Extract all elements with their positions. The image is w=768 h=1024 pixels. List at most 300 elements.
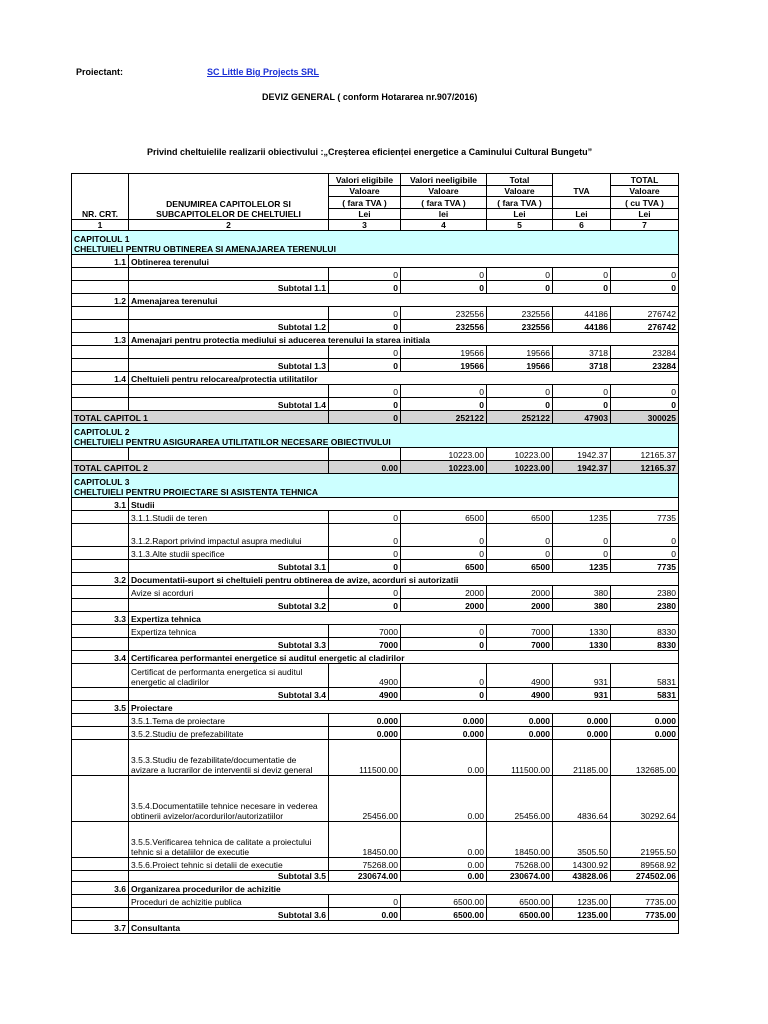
total-with-tva: 8330 bbox=[611, 638, 679, 651]
row-label: Subtotal 1.3 bbox=[129, 359, 329, 372]
section-row bbox=[72, 921, 679, 934]
section-number: 3.4 bbox=[72, 651, 129, 664]
row-label: 3.5.5.Verificarea tehnica de calitate a proiectului tehnic si a detaliilor de executie bbox=[129, 822, 329, 858]
col-header-c7: TOTAL bbox=[611, 174, 679, 186]
subtotal-row bbox=[72, 599, 679, 612]
nr-cell bbox=[72, 448, 129, 461]
tva-value: 3718 bbox=[553, 359, 611, 372]
total-with-tva: 7735.00 bbox=[611, 908, 679, 921]
eligible-value: 0 bbox=[329, 599, 401, 612]
total-value: 0 bbox=[487, 385, 553, 398]
non-eligible-value: 0 bbox=[401, 664, 487, 688]
row-label: Subtotal 3.1 bbox=[129, 560, 329, 573]
non-eligible-value: 6500.00 bbox=[401, 908, 487, 921]
total-with-tva: 0.000 bbox=[611, 727, 679, 740]
total-value: 19566 bbox=[487, 346, 553, 359]
col-header-c5-unit: Lei bbox=[487, 209, 553, 220]
item-row bbox=[72, 511, 679, 524]
column-number-row bbox=[72, 220, 679, 231]
eligible-value: 0 bbox=[329, 346, 401, 359]
tva-value: 43828.06 bbox=[553, 871, 611, 882]
total-with-tva: 0 bbox=[611, 547, 679, 560]
subtotal-row bbox=[72, 688, 679, 701]
nr-cell bbox=[72, 346, 129, 359]
item-row bbox=[72, 524, 679, 547]
subtotal-row bbox=[72, 908, 679, 921]
non-eligible-value: 2000 bbox=[401, 586, 487, 599]
row-label: 3.5.2.Studiu de prefezabilitate bbox=[129, 727, 329, 740]
chapter-name: CHELTUIELI PENTRU PROIECTARE SI ASISTENTA TEHNICA bbox=[74, 487, 318, 497]
document-subtitle: Privind cheltuielile realizarii obiectivului :„Creșterea eficienței energetice a Caminului Cultural Bungetu” bbox=[147, 147, 593, 157]
total-with-tva: 5831 bbox=[611, 664, 679, 688]
section-row bbox=[72, 294, 679, 307]
total-with-tva: 12165.37 bbox=[611, 448, 679, 461]
col-header-c3-note: ( fara TVA ) bbox=[329, 197, 401, 209]
nr-cell bbox=[72, 858, 129, 871]
col-num: 6 bbox=[553, 220, 611, 231]
row-label: Subtotal 1.1 bbox=[129, 281, 329, 294]
total-value: 0 bbox=[487, 281, 553, 294]
total-value: 10223.00 bbox=[487, 461, 553, 474]
tva-value: 44186 bbox=[553, 320, 611, 333]
item-row bbox=[72, 822, 679, 858]
item-row bbox=[72, 586, 679, 599]
non-eligible-value: 0 bbox=[401, 625, 487, 638]
tva-value: 3718 bbox=[553, 346, 611, 359]
section-title: Proiectare bbox=[129, 701, 679, 714]
chapter-title bbox=[72, 424, 679, 448]
tva-value: 1942.37 bbox=[553, 448, 611, 461]
col-header-c4-unit: lei bbox=[401, 209, 487, 220]
eligible-value: 7000 bbox=[329, 638, 401, 651]
item-row bbox=[72, 858, 679, 871]
chapter-title bbox=[72, 474, 679, 498]
budget-table bbox=[71, 173, 679, 934]
total-value: 232556 bbox=[487, 320, 553, 333]
col-num: 2 bbox=[129, 220, 329, 231]
tva-value: 0 bbox=[553, 268, 611, 281]
non-eligible-value: 6500 bbox=[401, 560, 487, 573]
total-with-tva: 132685.00 bbox=[611, 740, 679, 776]
chapter-number: CAPITOLUL 2 bbox=[74, 427, 130, 437]
nr-cell bbox=[72, 560, 129, 573]
chapter-total-row bbox=[72, 461, 679, 474]
nr-cell bbox=[72, 547, 129, 560]
total-with-tva: 23284 bbox=[611, 346, 679, 359]
total-value: 6500 bbox=[487, 560, 553, 573]
total-with-tva: 30292.64 bbox=[611, 776, 679, 822]
eligible-value bbox=[329, 448, 401, 461]
chapter-header-row bbox=[72, 424, 679, 448]
tva-value: 47903 bbox=[553, 411, 611, 424]
subtotal-row bbox=[72, 359, 679, 372]
nr-cell bbox=[72, 776, 129, 822]
nr-cell bbox=[72, 714, 129, 727]
col-header-tva: TVA bbox=[553, 174, 611, 197]
total-value: 75268.00 bbox=[487, 858, 553, 871]
row-label: 3.1.1.Studii de teren bbox=[129, 511, 329, 524]
row-label: 3.1.3.Alte studii specifice bbox=[129, 547, 329, 560]
section-number: 1.2 bbox=[72, 294, 129, 307]
nr-cell bbox=[72, 871, 129, 882]
tva-value: 931 bbox=[553, 664, 611, 688]
chapter-header-row bbox=[72, 474, 679, 498]
nr-cell bbox=[72, 586, 129, 599]
row-label: 3.5.1.Tema de proiectare bbox=[129, 714, 329, 727]
nr-cell bbox=[72, 895, 129, 908]
non-eligible-value: 0 bbox=[401, 547, 487, 560]
col-num: 5 bbox=[487, 220, 553, 231]
total-value: 230674.00 bbox=[487, 871, 553, 882]
eligible-value: 0 bbox=[329, 560, 401, 573]
total-value: 19566 bbox=[487, 359, 553, 372]
tva-value: 1330 bbox=[553, 625, 611, 638]
nr-cell bbox=[72, 727, 129, 740]
row-label: Subtotal 3.3 bbox=[129, 638, 329, 651]
total-with-tva: 7735 bbox=[611, 511, 679, 524]
section-title: Documentatii-suport si cheltuieli pentru obtinerea de avize, acorduri si autorizatii bbox=[129, 573, 679, 586]
nr-cell bbox=[72, 599, 129, 612]
chapter-name: CHELTUIELI PENTRU ASIGURAREA UTILITATILOR NECESARE OBIECTIVULUI bbox=[74, 437, 391, 447]
total-with-tva: 12165.37 bbox=[611, 461, 679, 474]
chapter-name: CHELTUIELI PENTRU OBTINEREA SI AMENAJAREA TERENULUI bbox=[74, 244, 336, 254]
eligible-value: 18450.00 bbox=[329, 822, 401, 858]
row-label: 3.5.3.Studiu de fezabilitate/documentatie de avizare a lucrarilor de interventii si deviz general bbox=[129, 740, 329, 776]
total-with-tva: 2380 bbox=[611, 586, 679, 599]
tva-value: 1330 bbox=[553, 638, 611, 651]
non-eligible-value: 232556 bbox=[401, 320, 487, 333]
total-with-tva: 276742 bbox=[611, 307, 679, 320]
col-header-c5-note: ( fara TVA ) bbox=[487, 197, 553, 209]
nr-cell bbox=[72, 908, 129, 921]
row-label bbox=[129, 268, 329, 281]
row-label bbox=[129, 346, 329, 359]
eligible-value: 0 bbox=[329, 547, 401, 560]
total-with-tva: 300025 bbox=[611, 411, 679, 424]
non-eligible-value: 0.00 bbox=[401, 871, 487, 882]
total-value: 2000 bbox=[487, 599, 553, 612]
eligible-value: 0 bbox=[329, 398, 401, 411]
col-header-c5: Total bbox=[487, 174, 553, 186]
non-eligible-value: 6500 bbox=[401, 511, 487, 524]
nr-cell bbox=[72, 320, 129, 333]
tva-value: 44186 bbox=[553, 307, 611, 320]
company-link[interactable]: SC Little Big Projects SRL bbox=[207, 67, 320, 77]
nr-cell bbox=[72, 740, 129, 776]
subtotal-row bbox=[72, 320, 679, 333]
total-with-tva: 5831 bbox=[611, 688, 679, 701]
total-with-tva: 21955.50 bbox=[611, 822, 679, 858]
section-title: Cheltuieli pentru relocarea/protectia utilitatilor bbox=[129, 372, 679, 385]
section-title: Amenajarea terenului bbox=[129, 294, 679, 307]
tva-value: 380 bbox=[553, 586, 611, 599]
total-with-tva: 8330 bbox=[611, 625, 679, 638]
total-with-tva: 2380 bbox=[611, 599, 679, 612]
tva-value: 14300.92 bbox=[553, 858, 611, 871]
chapter-title bbox=[72, 231, 679, 255]
tva-value: 1942.37 bbox=[553, 461, 611, 474]
total-with-tva: 276742 bbox=[611, 320, 679, 333]
col-header-tva-unit: Lei bbox=[553, 209, 611, 220]
row-label: Expertiza tehnica bbox=[129, 625, 329, 638]
row-label: Avize si acorduri bbox=[129, 586, 329, 599]
non-eligible-value: 19566 bbox=[401, 359, 487, 372]
eligible-value: 230674.00 bbox=[329, 871, 401, 882]
item-row bbox=[72, 714, 679, 727]
row-label: 3.1.2.Raport privind impactul asupra mediului bbox=[129, 524, 329, 547]
section-row bbox=[72, 651, 679, 664]
non-eligible-value: 252122 bbox=[401, 411, 487, 424]
non-eligible-value: 232556 bbox=[401, 307, 487, 320]
tva-value: 0 bbox=[553, 281, 611, 294]
row-label: Subtotal 3.6 bbox=[129, 908, 329, 921]
total-with-tva: 7735 bbox=[611, 560, 679, 573]
row-label: TOTAL CAPITOL 2 bbox=[72, 461, 329, 474]
eligible-value: 25456.00 bbox=[329, 776, 401, 822]
item-row bbox=[72, 547, 679, 560]
eligible-value: 0 bbox=[329, 385, 401, 398]
row-label: Certificat de performanta energetica si auditul energetic al cladirilor bbox=[129, 664, 329, 688]
section-number: 1.1 bbox=[72, 255, 129, 268]
chapter-total-row bbox=[72, 411, 679, 424]
nr-cell bbox=[72, 688, 129, 701]
non-eligible-value: 0.000 bbox=[401, 714, 487, 727]
non-eligible-value: 0.00 bbox=[401, 858, 487, 871]
total-with-tva: 7735.00 bbox=[611, 895, 679, 908]
non-eligible-value: 0 bbox=[401, 524, 487, 547]
eligible-value: 111500.00 bbox=[329, 740, 401, 776]
nr-cell bbox=[72, 268, 129, 281]
tva-value: 1235.00 bbox=[553, 895, 611, 908]
eligible-value: 0.000 bbox=[329, 714, 401, 727]
tva-value: 380 bbox=[553, 599, 611, 612]
nr-cell bbox=[72, 398, 129, 411]
section-row bbox=[72, 372, 679, 385]
document-title: DEVIZ GENERAL ( conform Hotararea nr.907/2016) bbox=[262, 92, 478, 102]
section-title: Obtinerea terenului bbox=[129, 255, 679, 268]
nr-cell bbox=[72, 638, 129, 651]
col-header-denumire: DENUMIREA CAPITOLELOR SI SUBCAPITOLELOR DE CHELTUIELI bbox=[129, 174, 329, 220]
total-with-tva: 274502.06 bbox=[611, 871, 679, 882]
section-row bbox=[72, 255, 679, 268]
total-value: 10223.00 bbox=[487, 448, 553, 461]
section-title: Organizarea procedurilor de achizitie bbox=[129, 882, 679, 895]
value-row bbox=[72, 346, 679, 359]
eligible-value: 0 bbox=[329, 307, 401, 320]
total-value: 0 bbox=[487, 398, 553, 411]
section-number: 1.3 bbox=[72, 333, 129, 346]
subtotal-row bbox=[72, 638, 679, 651]
section-title: Certificarea performantei energetice si auditul energetic al cladirilor bbox=[129, 651, 679, 664]
total-value: 7000 bbox=[487, 638, 553, 651]
section-title: Expertiza tehnica bbox=[129, 612, 679, 625]
eligible-value: 4900 bbox=[329, 664, 401, 688]
col-header-c3-sub: Valoare bbox=[329, 186, 401, 197]
value-row bbox=[72, 385, 679, 398]
non-eligible-value: 0.00 bbox=[401, 740, 487, 776]
item-row bbox=[72, 740, 679, 776]
col-num: 7 bbox=[611, 220, 679, 231]
eligible-value: 0 bbox=[329, 281, 401, 294]
non-eligible-value: 0 bbox=[401, 385, 487, 398]
eligible-value: 0 bbox=[329, 895, 401, 908]
section-number: 3.2 bbox=[72, 573, 129, 586]
row-label bbox=[129, 307, 329, 320]
non-eligible-value: 0 bbox=[401, 268, 487, 281]
section-row bbox=[72, 333, 679, 346]
value-row bbox=[72, 448, 679, 461]
row-label: TOTAL CAPITOL 1 bbox=[72, 411, 329, 424]
total-value: 6500.00 bbox=[487, 908, 553, 921]
eligible-value: 0.00 bbox=[329, 461, 401, 474]
nr-cell bbox=[72, 281, 129, 294]
total-value: 0.000 bbox=[487, 714, 553, 727]
col-header-c3: Valori eligibile bbox=[329, 174, 401, 186]
tva-value: 21185.00 bbox=[553, 740, 611, 776]
eligible-value: 0 bbox=[329, 320, 401, 333]
col-header-c4-note: ( fara TVA ) bbox=[401, 197, 487, 209]
section-number: 3.3 bbox=[72, 612, 129, 625]
total-value: 7000 bbox=[487, 625, 553, 638]
nr-cell bbox=[72, 524, 129, 547]
section-row bbox=[72, 498, 679, 511]
section-row bbox=[72, 573, 679, 586]
total-with-tva: 0 bbox=[611, 281, 679, 294]
total-value: 111500.00 bbox=[487, 740, 553, 776]
eligible-value: 0 bbox=[329, 586, 401, 599]
section-number: 1.4 bbox=[72, 372, 129, 385]
total-value: 25456.00 bbox=[487, 776, 553, 822]
eligible-value: 0 bbox=[329, 268, 401, 281]
tva-value: 1235 bbox=[553, 560, 611, 573]
section-number: 3.1 bbox=[72, 498, 129, 511]
nr-cell bbox=[72, 359, 129, 372]
item-row bbox=[72, 895, 679, 908]
nr-cell bbox=[72, 822, 129, 858]
non-eligible-value: 6500.00 bbox=[401, 895, 487, 908]
col-header-c5-sub: Valoare bbox=[487, 186, 553, 197]
tva-value: 931 bbox=[553, 688, 611, 701]
non-eligible-value: 0.000 bbox=[401, 727, 487, 740]
non-eligible-value: 10223.00 bbox=[401, 461, 487, 474]
header-row-1 bbox=[72, 174, 679, 186]
tva-value: 3505.50 bbox=[553, 822, 611, 858]
non-eligible-value: 19566 bbox=[401, 346, 487, 359]
col-header-c4-sub: Valoare bbox=[401, 186, 487, 197]
tva-value: 0 bbox=[553, 385, 611, 398]
total-with-tva: 89568.92 bbox=[611, 858, 679, 871]
total-value: 18450.00 bbox=[487, 822, 553, 858]
chapter-number: CAPITOLUL 3 bbox=[74, 477, 130, 487]
subtotal-row bbox=[72, 871, 679, 882]
eligible-value: 0.00 bbox=[329, 908, 401, 921]
eligible-value: 0 bbox=[329, 511, 401, 524]
non-eligible-value: 0.00 bbox=[401, 822, 487, 858]
col-header-nr: NR. CRT. bbox=[72, 174, 129, 220]
non-eligible-value: 0 bbox=[401, 638, 487, 651]
section-title: Consultanta bbox=[129, 921, 679, 934]
subtotal-row bbox=[72, 281, 679, 294]
eligible-value: 0 bbox=[329, 524, 401, 547]
total-value: 6500 bbox=[487, 511, 553, 524]
item-row bbox=[72, 625, 679, 638]
nr-cell bbox=[72, 385, 129, 398]
total-value: 0.000 bbox=[487, 727, 553, 740]
section-title: Studii bbox=[129, 498, 679, 511]
tva-value: 1235 bbox=[553, 511, 611, 524]
total-with-tva: 0 bbox=[611, 385, 679, 398]
value-row bbox=[72, 268, 679, 281]
row-label bbox=[129, 385, 329, 398]
eligible-value: 0.000 bbox=[329, 727, 401, 740]
non-eligible-value: 0 bbox=[401, 688, 487, 701]
tva-value: 1235.00 bbox=[553, 908, 611, 921]
non-eligible-value: 2000 bbox=[401, 599, 487, 612]
total-value: 2000 bbox=[487, 586, 553, 599]
non-eligible-value: 0.00 bbox=[401, 776, 487, 822]
total-value: 0 bbox=[487, 547, 553, 560]
chapter-header-row bbox=[72, 231, 679, 255]
col-num: 4 bbox=[401, 220, 487, 231]
total-value: 252122 bbox=[487, 411, 553, 424]
section-row bbox=[72, 701, 679, 714]
section-row bbox=[72, 612, 679, 625]
col-num: 3 bbox=[329, 220, 401, 231]
non-eligible-value: 0 bbox=[401, 398, 487, 411]
section-number: 3.6 bbox=[72, 882, 129, 895]
col-header-c7-sub: Valoare bbox=[611, 186, 679, 197]
row-label: Subtotal 1.2 bbox=[129, 320, 329, 333]
total-value: 232556 bbox=[487, 307, 553, 320]
non-eligible-value: 10223.00 bbox=[401, 448, 487, 461]
row-label: Subtotal 3.2 bbox=[129, 599, 329, 612]
total-value: 4900 bbox=[487, 664, 553, 688]
subtotal-row bbox=[72, 560, 679, 573]
eligible-value: 4900 bbox=[329, 688, 401, 701]
tva-value: 0.000 bbox=[553, 714, 611, 727]
eligible-value: 7000 bbox=[329, 625, 401, 638]
nr-cell bbox=[72, 307, 129, 320]
total-with-tva: 0 bbox=[611, 524, 679, 547]
col-header-c3-unit: Lei bbox=[329, 209, 401, 220]
col-header-c7-unit: Lei bbox=[611, 209, 679, 220]
item-row bbox=[72, 664, 679, 688]
col-num: 1 bbox=[72, 220, 129, 231]
item-row bbox=[72, 727, 679, 740]
row-label: 3.5.6.Proiect tehnic si detalii de executie bbox=[129, 858, 329, 871]
nr-cell bbox=[72, 511, 129, 524]
section-title: Amenajari pentru protectia mediului si aducerea terenului la starea initiala bbox=[129, 333, 679, 346]
total-value: 0 bbox=[487, 268, 553, 281]
value-row bbox=[72, 307, 679, 320]
tva-value: 0 bbox=[553, 524, 611, 547]
proiectant-label: Proiectant: bbox=[76, 67, 124, 77]
item-row bbox=[72, 776, 679, 822]
tva-value: 0.000 bbox=[553, 727, 611, 740]
tva-value: 4836.64 bbox=[553, 776, 611, 822]
section-number: 3.5 bbox=[72, 701, 129, 714]
total-with-tva: 23284 bbox=[611, 359, 679, 372]
tva-value: 0 bbox=[553, 398, 611, 411]
col-header-c7-note: ( cu TVA ) bbox=[611, 197, 679, 209]
total-with-tva: 0 bbox=[611, 268, 679, 281]
eligible-value: 0 bbox=[329, 359, 401, 372]
tva-value: 0 bbox=[553, 547, 611, 560]
total-value: 4900 bbox=[487, 688, 553, 701]
section-row bbox=[72, 882, 679, 895]
col-header-c4: Valori neeligibile bbox=[401, 174, 487, 186]
row-label: Subtotal 1.4 bbox=[129, 398, 329, 411]
